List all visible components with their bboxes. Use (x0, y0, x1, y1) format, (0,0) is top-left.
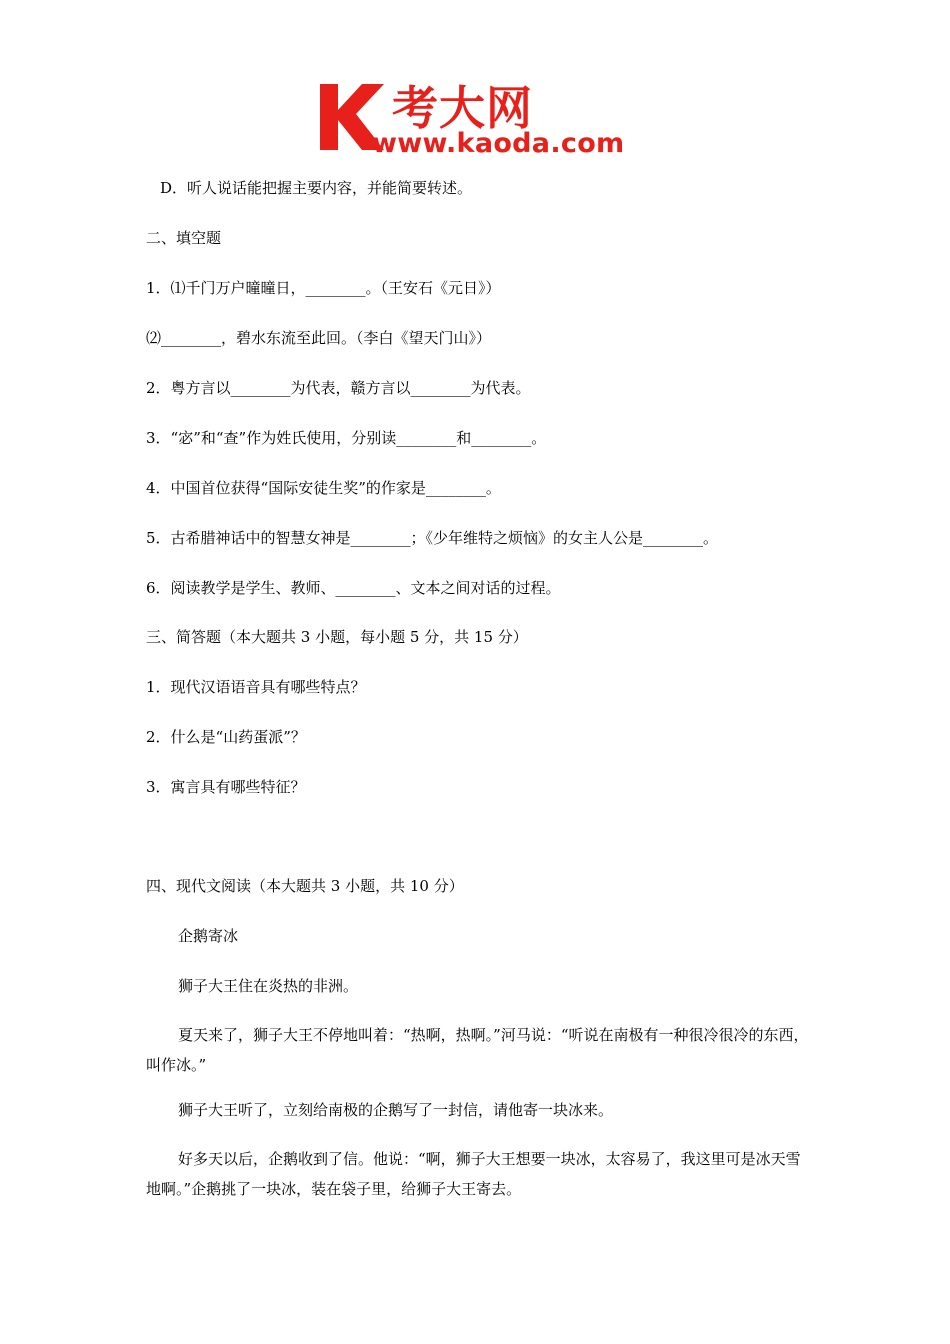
kaoda-logo (318, 82, 648, 162)
question-5: 5．古希腊神话中的智慧女神是________；《少年维特之烦恼》的女主人公是________。 (146, 529, 719, 547)
short-answer-2: 2．什么是“山药蛋派”？ (146, 728, 306, 746)
question-2: 2．粤方言以________为代表，赣方言以________为代表。 (146, 379, 531, 397)
passage-paragraph-2: 夏天来了，狮子大王不停地叫着：“热啊，热啊。”河马说：“听说在南极有一种很冷很冷的东西，叫作冰。” (146, 1026, 809, 1074)
passage-paragraph-4: 好多天以后，企鹅收到了信。他说：“啊，狮子大王想要一块冰，太容易了，我这里可是冰天雪地啊。”企鹅挑了一块冰，装在袋子里，给狮子大王寄去。 (146, 1150, 801, 1198)
question-3: 3．“宓”和“查”作为姓氏使用，分别读________和________。 (146, 429, 547, 447)
section-2-heading: 二、填空题 (146, 229, 222, 247)
section-3-heading: 三、简答题（本大题共 3 小题，每小题 5 分，共 15 分） (146, 628, 528, 646)
passage-paragraph-3: 狮子大王听了，立刻给南极的企鹅写了一封信，请他寄一块冰来。 (178, 1101, 614, 1119)
question-1-part-1: 1．⑴千门万户曈曈日，________。（王安石《元日》） (146, 279, 501, 297)
option-d: D．听人说话能把握主要内容，并能简要转述。 (160, 179, 473, 197)
question-4: 4．中国首位获得“国际安徒生奖”的作家是________。 (146, 479, 501, 497)
logo-chinese-text: 考大网 (392, 81, 533, 135)
passage-title: 企鹅寄冰 (178, 927, 239, 945)
question-1-part-2: ⑵________，碧水东流至此回。（李白《望天门山》） (146, 329, 492, 347)
logo-url-text: www.kaoda.com (372, 128, 625, 159)
short-answer-1: 1．现代汉语语音具有哪些特点？ (146, 678, 366, 696)
short-answer-3: 3．寓言具有哪些特征？ (146, 778, 306, 796)
question-6: 6．阅读教学是学生、教师、________、文本之间对话的过程。 (146, 579, 561, 597)
section-4-heading: 四、现代文阅读（本大题共 3 小题，共 10 分） (146, 877, 464, 895)
passage-paragraph-1: 狮子大王住在炎热的非洲。 (178, 977, 359, 995)
